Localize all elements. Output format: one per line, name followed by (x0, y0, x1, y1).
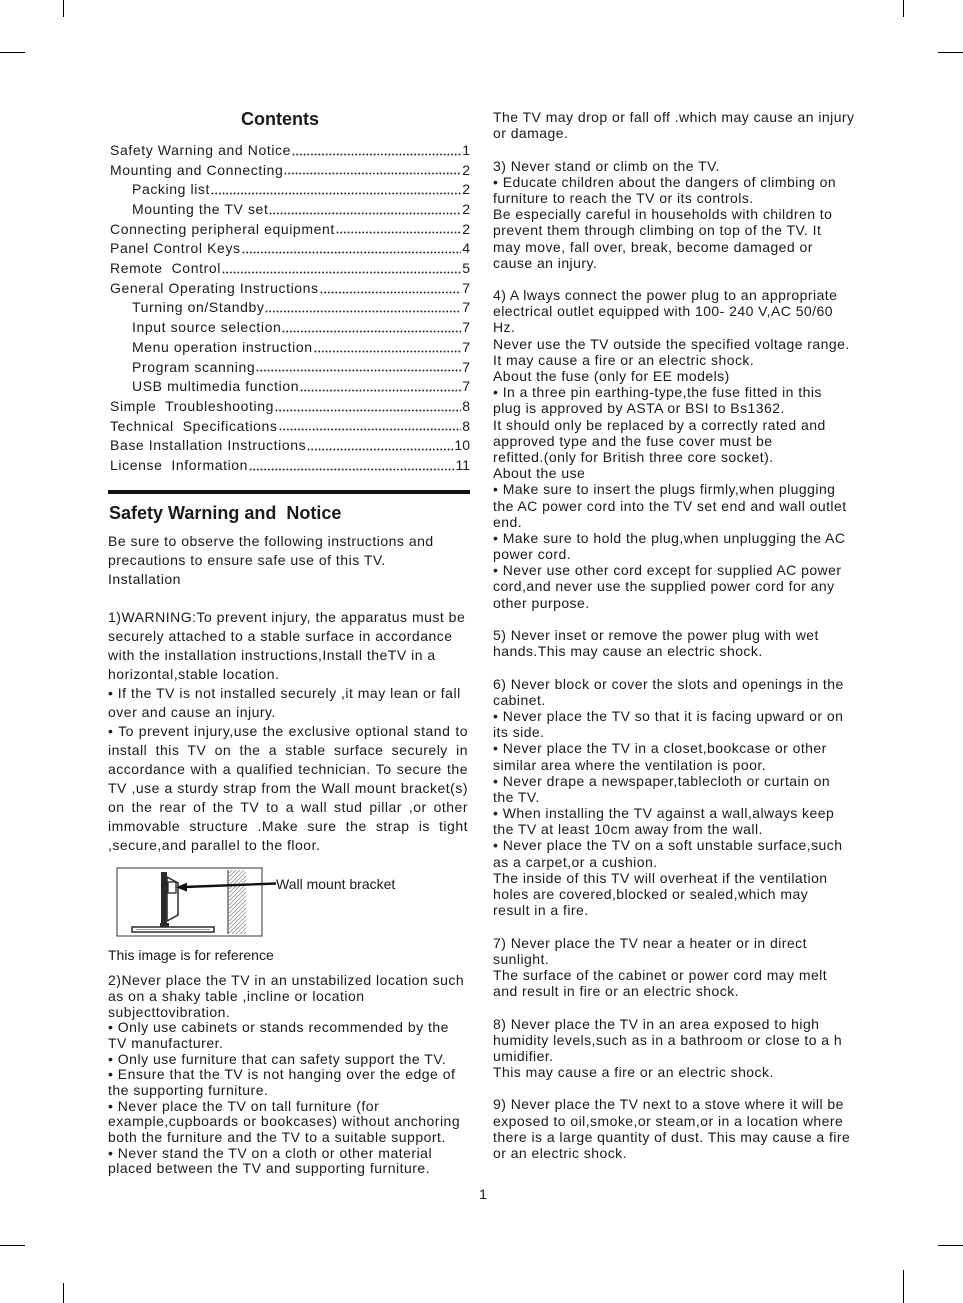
text-line: electrical outlet equipped with 100- 240 V,AC 50/60 (493, 303, 833, 320)
toc-leader-dots (249, 468, 454, 471)
text-line: approved type and the fuse cover must be (493, 432, 773, 449)
text-line: ,secure,and parallel to the floor. (108, 836, 321, 853)
text-line: TV ,use a sturdy strap from the Wall mount bracket(s) (108, 779, 468, 796)
toc-entry-label: Safety Warning and Notice (110, 141, 292, 158)
toc-entry-page: 7 (462, 358, 470, 375)
toc-leader-dots (275, 409, 461, 412)
toc-entry-label: Turning on/Standby (132, 299, 265, 316)
toc-leader-dots (265, 310, 461, 313)
toc-entry (110, 417, 470, 437)
toc-entry (110, 377, 470, 397)
text-line: About the fuse (only for EE models) (493, 368, 730, 384)
toc-entry (110, 220, 470, 240)
toc-entry (110, 456, 470, 476)
toc-entry-label: Panel Control Keys (110, 240, 241, 257)
text-line: immovable structure .Make sure the strap is tight (108, 817, 468, 834)
text-line: It may cause a fire or an electric shock. (493, 351, 755, 368)
hatch-line (229, 870, 236, 877)
text-line: precautions to ensure safe use of this TV. (108, 551, 386, 568)
text-line: Never use the TV outside the specified voltage range. (493, 335, 850, 352)
toc-leader-dots (336, 231, 461, 234)
text-line: The surface of the cabinet or power cord may melt (493, 966, 828, 983)
hatch-line (229, 870, 244, 885)
text-line: • If the TV is not installed securely ,it may lean or fall (108, 684, 461, 701)
toc-entry-label: Technical Specifications (110, 417, 278, 434)
text-line: • Ensure that the TV is not hanging over the edge of (108, 1066, 456, 1083)
text-line: placed between the TV and supporting furniture. (108, 1160, 431, 1177)
toc-entry-page: 2 (462, 161, 470, 178)
toc-entry (110, 259, 470, 279)
text-line: result in a fire. (493, 902, 589, 919)
text-line: securely attached to a stable surface in accordance (108, 627, 453, 644)
text-line: • Never use other cord except for supplied AC power (493, 562, 842, 579)
text-line: holes are covered,blocked or sealed,which may (493, 886, 809, 902)
text-line: example,cupboards or bookcases) without anchoring (108, 1113, 461, 1130)
text-line: there is a large quantity of dust. This may cause a fire (493, 1128, 851, 1145)
text-line: • Educate children about the dangers of climbing on (493, 173, 837, 190)
text-line: cord,and never use the supplied power cord for any (493, 578, 835, 595)
toc-entry-page: 8 (462, 397, 470, 414)
right-column (493, 109, 855, 1161)
toc-entry (110, 180, 470, 200)
text-line: the AC power cord into the TV set end and wall outlet (493, 497, 847, 514)
text-line: furniture to reach the TV or its controls. (493, 189, 754, 206)
toc-entry-page: 7 (462, 279, 470, 296)
safety-heading: Safety Warning and Notice (109, 503, 342, 523)
toc-entry-page: 5 (462, 260, 470, 277)
crop-mark (63, 0, 64, 17)
text-line: similar area where the ventilation is poor. (493, 756, 767, 773)
safety-block (493, 676, 855, 919)
section-divider (108, 490, 470, 494)
toc-leader-dots (242, 251, 462, 254)
safety-block (493, 935, 855, 1000)
toc-entry (110, 161, 470, 181)
toc-leader-dots (211, 192, 461, 195)
toc-entry-page: 4 (462, 240, 470, 257)
text-line: • Never place the TV on a soft unstable surface,such (493, 837, 843, 854)
toc-entry-label: Base Installation Instructions (110, 437, 307, 454)
text-line: power cord. (493, 546, 572, 563)
text-line: and result in fire or an electric shock. (493, 983, 739, 1000)
toc-entry (110, 318, 470, 338)
crop-mark (0, 52, 25, 53)
toc-entry-label: Simple Troubleshooting (110, 397, 274, 414)
text-line: Be especially careful in households with children to (493, 206, 833, 223)
text-line: humidity levels,such as in a bathroom or close to a h (493, 1031, 843, 1048)
text-line: the TV. (493, 788, 540, 805)
toc-leader-dots (307, 448, 453, 451)
toc-entry-label: Mounting and Connecting (110, 161, 284, 178)
text-line: may move, fall over, break, become damaged or (493, 238, 813, 255)
contents-list (110, 141, 470, 476)
text-line: This may cause a fire or an electric shock. (493, 1064, 774, 1081)
text-line: both the furniture and the TV to a suitable support. (108, 1128, 446, 1145)
text-line: TV manufacturer. (108, 1034, 224, 1051)
text-line: • Never drape a newspaper,tablecloth or curtain on (493, 772, 831, 789)
toc-entry-page: 11 (455, 456, 470, 473)
toc-entry (110, 239, 470, 259)
safety-block (493, 1016, 855, 1081)
figure-caption: This image is for reference (108, 947, 274, 963)
toc-entry-page: 7 (462, 319, 470, 336)
text-line: 4) A lways connect the power plug to an appropriate (493, 287, 838, 304)
toc-entry-label: Input source selection (132, 319, 282, 336)
toc-entry-label: Packing list (132, 181, 211, 198)
safety-block (493, 1096, 855, 1161)
toc-entry-page: 10 (454, 437, 470, 454)
safety-intro (108, 532, 470, 589)
toc-entry-label: Mounting the TV set (132, 201, 269, 218)
toc-leader-dots (269, 212, 461, 215)
toc-entry-page: 7 (462, 378, 470, 395)
text-line: 7) Never place the TV near a heater or in direct (493, 934, 807, 951)
text-line: 9) Never place the TV next to a stove where it will be (493, 1096, 844, 1113)
text-line: exposed to oil,smoke,or steam,or in a location where (493, 1112, 844, 1129)
toc-leader-dots (320, 291, 462, 294)
text-line: with the installation instructions,Install theTV in a (108, 646, 436, 663)
text-line: 6) Never block or cover the slots and openings in the (493, 675, 844, 692)
toc-entry-label: Program scanning (132, 358, 256, 375)
wall-hatch (229, 870, 246, 934)
toc-entry-label: Connecting peripheral equipment (110, 220, 335, 237)
hatch-line (232, 920, 246, 934)
text-line: About the use (493, 465, 586, 482)
toc-entry (110, 436, 470, 456)
text-line: its side. (493, 724, 545, 741)
toc-entry-page: 2 (462, 220, 470, 237)
toc-entry-page: 7 (462, 299, 470, 316)
toc-leader-dots (279, 428, 462, 431)
toc-entry (110, 279, 470, 299)
text-line: plug is approved by ASTA or BSI to Bs1362. (493, 400, 785, 417)
text-line: end. (493, 513, 523, 530)
text-line: • Only use furniture that can safety support the TV. (108, 1050, 447, 1067)
text-line: • Never place the TV so that it is facing upward or on (493, 707, 844, 724)
text-line: • Make sure to hold the plug,when unplugging the AC (493, 529, 846, 546)
text-line: 8) Never place the TV in an area exposed to high (493, 1015, 820, 1032)
text-line: Installation (108, 570, 181, 587)
text-line: 5) Never inset or remove the power plug with wet (493, 627, 819, 643)
text-line: Be sure to observe the following instructions and (108, 532, 434, 549)
text-line: other purpose. (493, 594, 590, 611)
crop-mark (63, 1283, 64, 1303)
toc-entry-label: Menu operation instruction (132, 338, 313, 355)
text-line: cabinet. (493, 691, 546, 708)
toc-leader-dots (314, 350, 462, 353)
text-line: on the rear of the TV to a wall stud pillar ,or other (108, 798, 468, 815)
text-line: or an electric shock. (493, 1145, 627, 1161)
toc-entry (110, 299, 470, 319)
toc-leader-dots (256, 369, 461, 372)
text-line: refitted.(only for British three core socket). (493, 448, 774, 465)
text-line: as a carpet,or a cushion. (493, 853, 658, 870)
text-line: subjecttovibration. (108, 1003, 231, 1020)
text-line: • Never place the TV on tall furniture (for (108, 1097, 380, 1114)
text-line: It should only be replaced by a correctly rated and (493, 416, 826, 433)
text-line: as on a shaky table ,incline or location (108, 987, 365, 1004)
toc-entry-label: General Operating Instructions (110, 279, 319, 296)
toc-leader-dots (284, 172, 461, 175)
text-line: the TV at least 10cm away from the wall. (493, 821, 763, 838)
text-line: umidifier. (493, 1047, 554, 1064)
text-line: prevent them through climbing on top of the TV. It (493, 222, 822, 239)
text-line: 1)WARNING:To prevent injury, the apparatus must be (108, 608, 466, 625)
text-line: 3) Never stand or climb on the TV. (493, 157, 720, 174)
crop-mark (0, 1245, 25, 1246)
figure-callout: Wall mount bracket (276, 876, 396, 892)
toc-leader-dots (292, 153, 461, 156)
text-line: • Make sure to insert the plugs firmly,when plugging (493, 481, 836, 498)
safety-block (493, 158, 855, 271)
toc-entry-page: 2 (462, 201, 470, 218)
toc-entry (110, 358, 470, 378)
text-line: The TV may drop or fall off .which may cause an injury (493, 109, 855, 125)
toc-entry-label: USB multimedia function (132, 378, 300, 395)
crop-mark (903, 0, 904, 17)
hatch-line (244, 932, 246, 934)
toc-entry (110, 338, 470, 358)
toc-entry-label: License Information (110, 456, 249, 473)
toc-entry-page: 7 (462, 338, 470, 355)
text-line: install this TV on the a stable surface securely in (108, 741, 468, 758)
text-line: hands.This may cause an electric shock. (493, 643, 763, 660)
toc-leader-dots (282, 330, 461, 333)
safety-item-2 (108, 973, 470, 1177)
tv-side-profile (132, 872, 214, 932)
toc-entry (110, 397, 470, 417)
text-line: • In a three pin earthing-type,the fuse fitted in this (493, 384, 822, 401)
toc-entry (110, 200, 470, 220)
contents-title: Contents (241, 109, 319, 129)
text-line: sunlight. (493, 950, 550, 967)
text-line: 2)Never place the TV in an unstabilized location such (108, 972, 465, 989)
crop-mark (903, 1270, 904, 1303)
text-line: the supporting furniture. (108, 1081, 269, 1098)
pointer-arrow (176, 883, 276, 892)
text-line: • Never stand the TV on a cloth or other material (108, 1144, 433, 1161)
crop-mark (938, 52, 963, 53)
text-line: cause an injury. (493, 254, 598, 271)
hatch-line (229, 870, 232, 873)
text-line: • Only use cabinets or stands recommended by the (108, 1019, 449, 1036)
toc-entry-label: Remote Control (110, 260, 221, 277)
safety-block (493, 109, 855, 141)
toc-entry-page: 8 (462, 417, 470, 434)
wall-mount-illustration (116, 866, 278, 940)
page-number: 1 (479, 1186, 487, 1202)
text-line: horizontal,stable location. (108, 665, 280, 682)
toc-leader-dots (300, 389, 461, 392)
safety-item-1 (108, 608, 468, 855)
safety-block (493, 627, 855, 659)
text-line: The inside of this TV will overheat if the ventilation (493, 869, 828, 886)
toc-entry-page: 2 (462, 181, 470, 198)
text-line: • Never place the TV in a closet,bookcase or other (493, 740, 827, 757)
toc-entry (110, 141, 470, 161)
crop-mark (938, 1245, 963, 1246)
safety-block (493, 287, 855, 611)
text-line: • When installing the TV against a wall,always keep (493, 805, 835, 822)
toc-entry-page: 1 (462, 141, 470, 158)
text-line: over and cause an injury. (108, 703, 276, 720)
text-line: accordance with a qualified technician. To secure the (108, 760, 468, 777)
text-line: Hz. (493, 319, 516, 336)
text-line: or damage. (493, 125, 569, 142)
text-line: • To prevent injury,use the exclusive optional stand to (108, 722, 468, 739)
toc-leader-dots (222, 271, 461, 274)
